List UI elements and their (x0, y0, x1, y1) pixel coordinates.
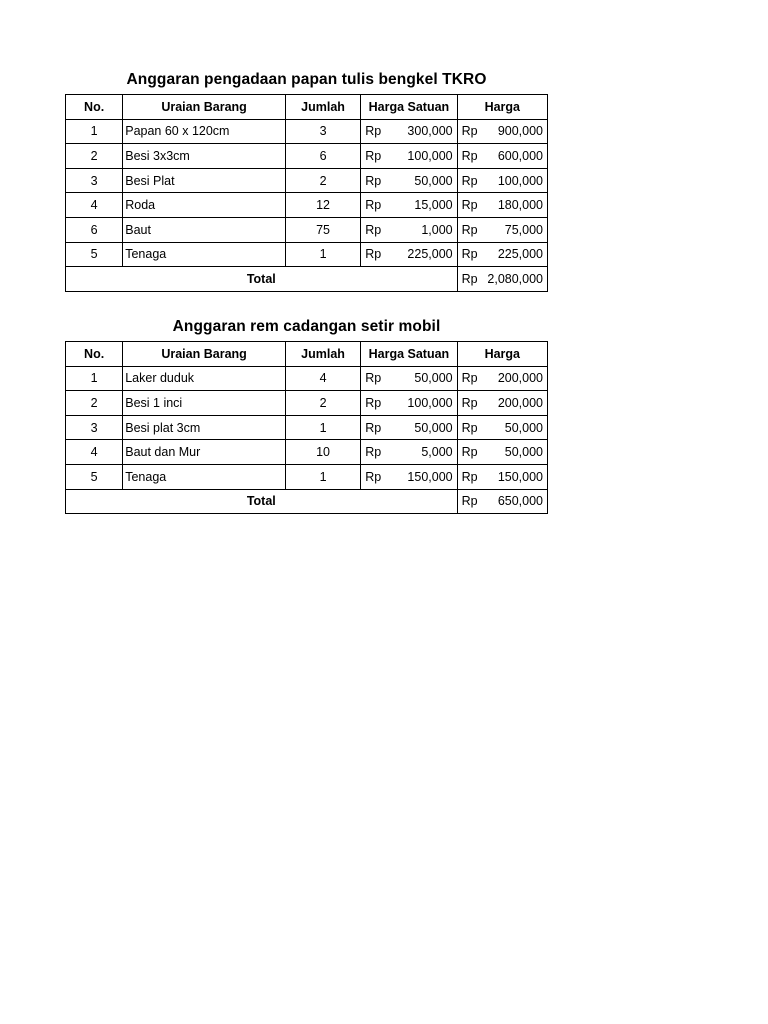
row-no: 3 (66, 415, 123, 440)
header-no: No. (66, 95, 123, 120)
total-label: Total (66, 267, 458, 292)
unit-price-value: 15,000 (414, 198, 453, 213)
total-value-cell (457, 267, 547, 292)
row-no: 4 (66, 193, 123, 218)
price-value: 100,000 (497, 173, 543, 188)
table-row (66, 391, 548, 416)
header-item: Uraian Barang (123, 342, 286, 367)
table-row (66, 119, 548, 144)
currency-label: Rp (461, 371, 478, 386)
row-qty: 75 (285, 217, 360, 242)
currency-label: Rp (461, 271, 478, 286)
row-no: 6 (66, 217, 123, 242)
currency-label: Rp (461, 494, 478, 509)
row-qty: 10 (285, 440, 360, 465)
row-item: Baut (123, 217, 286, 242)
row-item: Papan 60 x 120cm (123, 119, 286, 144)
row-no: 2 (66, 391, 123, 416)
row-unit-price (361, 464, 457, 489)
total-label: Total (66, 489, 458, 514)
row-unit-price (361, 391, 457, 416)
row-price (457, 144, 547, 169)
currency-label: Rp (365, 222, 382, 237)
currency-label: Rp (461, 148, 478, 163)
row-qty: 6 (285, 144, 360, 169)
row-price (457, 440, 547, 465)
price-value: 225,000 (497, 247, 543, 262)
currency-label: Rp (365, 148, 382, 163)
header-unit-price: Harga Satuan (361, 95, 457, 120)
unit-price-value: 5,000 (421, 445, 453, 460)
unit-price-value: 100,000 (407, 395, 453, 410)
price-value: 50,000 (504, 420, 543, 435)
row-price (457, 391, 547, 416)
row-qty: 2 (285, 168, 360, 193)
row-no: 5 (66, 242, 123, 267)
header-unit-price: Harga Satuan (361, 342, 457, 367)
price-value: 200,000 (497, 371, 543, 386)
total-value: 2,080,000 (487, 271, 543, 286)
total-value-cell (457, 489, 547, 514)
row-unit-price (361, 415, 457, 440)
currency-label: Rp (461, 247, 478, 262)
unit-price-value: 50,000 (414, 420, 453, 435)
unit-price-value: 50,000 (414, 173, 453, 188)
header-row (66, 342, 548, 367)
header-row (66, 95, 548, 120)
table-row (66, 217, 548, 242)
currency-label: Rp (461, 173, 478, 188)
price-value: 50,000 (504, 445, 543, 460)
unit-price-value: 100,000 (407, 148, 453, 163)
unit-price-value: 150,000 (407, 469, 453, 484)
budget-section-whiteboard (65, 66, 548, 292)
row-item: Besi plat 3cm (123, 415, 286, 440)
row-price (457, 119, 547, 144)
currency-label: Rp (365, 198, 382, 213)
price-value: 200,000 (497, 395, 543, 410)
currency-label: Rp (365, 173, 382, 188)
table-row (66, 242, 548, 267)
row-item: Laker duduk (123, 366, 286, 391)
row-no: 1 (66, 119, 123, 144)
row-qty: 4 (285, 366, 360, 391)
row-item: Besi 1 inci (123, 391, 286, 416)
currency-label: Rp (365, 124, 382, 139)
currency-label: Rp (461, 445, 478, 460)
budget-table (65, 341, 548, 514)
currency-label: Rp (461, 198, 478, 213)
price-value: 150,000 (497, 469, 543, 484)
currency-label: Rp (365, 469, 382, 484)
table-title: Anggaran pengadaan papan tulis bengkel TKRO (126, 71, 487, 88)
header-price: Harga (457, 342, 547, 367)
row-qty: 12 (285, 193, 360, 218)
row-unit-price (361, 440, 457, 465)
currency-label: Rp (461, 420, 478, 435)
row-price (457, 415, 547, 440)
price-value: 900,000 (497, 124, 543, 139)
row-price (457, 217, 547, 242)
table-row (66, 440, 548, 465)
row-item: Besi 3x3cm (123, 144, 286, 169)
currency-label: Rp (461, 469, 478, 484)
row-qty: 1 (285, 464, 360, 489)
currency-label: Rp (365, 395, 382, 410)
header-item: Uraian Barang (123, 95, 286, 120)
budget-table (65, 94, 548, 292)
budget-section-brake (65, 313, 548, 514)
row-qty: 2 (285, 391, 360, 416)
currency-label: Rp (461, 395, 478, 410)
row-no: 4 (66, 440, 123, 465)
row-qty: 3 (285, 119, 360, 144)
total-value: 650,000 (497, 494, 543, 509)
row-price (457, 464, 547, 489)
currency-label: Rp (365, 420, 382, 435)
row-item: Tenaga (123, 242, 286, 267)
header-no: No. (66, 342, 123, 367)
table-row (66, 464, 548, 489)
total-row (66, 489, 548, 514)
row-unit-price (361, 366, 457, 391)
table-title: Anggaran rem cadangan setir mobil (172, 318, 441, 335)
table-row (66, 168, 548, 193)
header-price: Harga (457, 95, 547, 120)
header-qty: Jumlah (285, 342, 360, 367)
row-price (457, 242, 547, 267)
row-unit-price (361, 242, 457, 267)
table-row (66, 415, 548, 440)
row-unit-price (361, 168, 457, 193)
row-item: Baut dan Mur (123, 440, 286, 465)
row-no: 5 (66, 464, 123, 489)
row-qty: 1 (285, 415, 360, 440)
header-qty: Jumlah (285, 95, 360, 120)
row-qty: 1 (285, 242, 360, 267)
table-row (66, 366, 548, 391)
unit-price-value: 225,000 (407, 247, 453, 262)
table-row (66, 144, 548, 169)
row-unit-price (361, 193, 457, 218)
row-unit-price (361, 217, 457, 242)
row-no: 3 (66, 168, 123, 193)
unit-price-value: 50,000 (414, 371, 453, 386)
row-item: Besi Plat (123, 168, 286, 193)
row-price (457, 168, 547, 193)
currency-label: Rp (365, 247, 382, 262)
table-row (66, 193, 548, 218)
currency-label: Rp (365, 445, 382, 460)
row-no: 1 (66, 366, 123, 391)
unit-price-value: 1,000 (421, 222, 453, 237)
row-no: 2 (66, 144, 123, 169)
row-item: Tenaga (123, 464, 286, 489)
currency-label: Rp (461, 124, 478, 139)
row-unit-price (361, 119, 457, 144)
price-value: 75,000 (504, 222, 543, 237)
row-unit-price (361, 144, 457, 169)
currency-label: Rp (461, 222, 478, 237)
price-value: 600,000 (497, 148, 543, 163)
currency-label: Rp (365, 371, 382, 386)
unit-price-value: 300,000 (407, 124, 453, 139)
row-price (457, 193, 547, 218)
row-price (457, 366, 547, 391)
total-row (66, 267, 548, 292)
price-value: 180,000 (497, 198, 543, 213)
row-item: Roda (123, 193, 286, 218)
